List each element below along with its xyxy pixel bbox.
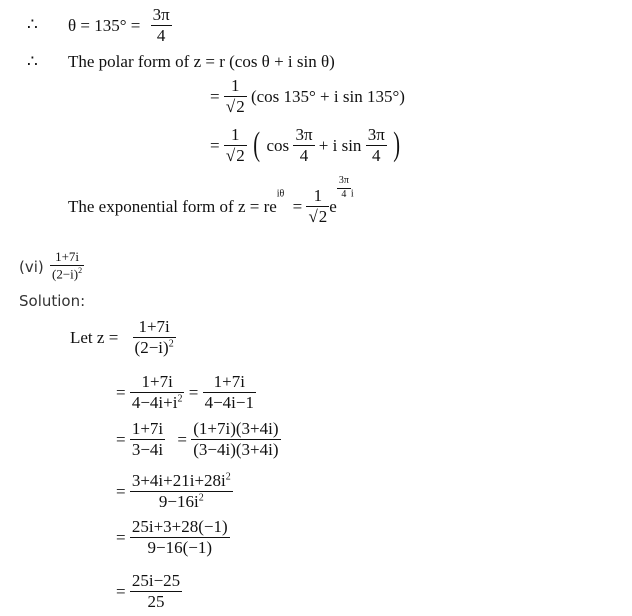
solution-heading: Solution: xyxy=(19,292,86,310)
frac-num: 25i+3+28(−1) xyxy=(131,517,228,536)
den-sup: 2 xyxy=(198,492,204,504)
step-5 xyxy=(116,572,182,611)
let-z-text: Let z = xyxy=(70,327,119,347)
polar-line-1 xyxy=(210,77,405,116)
frac-den: 4 xyxy=(366,145,387,165)
exp-sup: iθ xyxy=(276,188,285,200)
sqrt-symbol: √2 xyxy=(225,96,245,116)
step2-fraction-b xyxy=(191,420,280,459)
right-paren: ) xyxy=(393,126,401,164)
frac-den: 4 xyxy=(337,188,351,201)
den-text: 4−4i+i xyxy=(131,392,178,412)
left-paren: ( xyxy=(253,126,260,164)
theta-equation-text: θ = 135° = xyxy=(68,15,141,35)
frac-den xyxy=(133,337,176,357)
radicand: 2 xyxy=(236,96,245,116)
sqrt-symbol: √2 xyxy=(225,145,245,165)
den-sup: 2 xyxy=(78,265,83,275)
radicand: 2 xyxy=(318,207,328,227)
frac-num: 25i−25 xyxy=(131,571,181,590)
therefore-symbol: ∴ xyxy=(27,52,38,71)
theta-fraction-num: 3π xyxy=(152,5,170,24)
frac-den: (3−4i)(3+4i) xyxy=(193,439,279,459)
exp-power-fraction xyxy=(337,176,351,200)
frac-num: 3π xyxy=(338,175,349,186)
frac-num: 1 xyxy=(313,186,323,206)
theta-fraction-den: 4 xyxy=(151,25,172,45)
frac-den xyxy=(130,491,233,511)
frac-den xyxy=(224,145,247,165)
num-text: 3+4i+21i+28i xyxy=(131,471,226,490)
equals-sign: = xyxy=(177,429,187,449)
one-over-root2 xyxy=(224,126,247,165)
step1-fraction-b xyxy=(203,373,256,412)
therefore-symbol: ∴ xyxy=(27,15,38,34)
polar-form-intro: The polar form of z = r (cos θ + i sin θ) xyxy=(68,52,335,71)
frac-num xyxy=(130,472,233,491)
frac-den xyxy=(130,392,185,412)
sqrt-symbol: √2 xyxy=(308,207,328,227)
frac-num: (1+7i)(3+4i) xyxy=(193,419,279,438)
frac-den: 4−4i−1 xyxy=(204,392,254,412)
step5-fraction xyxy=(130,572,182,611)
step-let xyxy=(70,318,176,357)
frac-den: 3−4i xyxy=(131,439,164,459)
step3-fraction xyxy=(130,472,233,511)
step-4 xyxy=(116,518,230,557)
exponential-form-line xyxy=(68,176,354,226)
one-over-root2 xyxy=(306,187,329,226)
polar-line-1-rest: (cos 135° + i sin 135°) xyxy=(250,86,405,106)
frac-den: 9−16(−1) xyxy=(130,537,230,557)
step-1 xyxy=(116,373,256,412)
three-pi-over-4 xyxy=(366,126,387,165)
question-fraction xyxy=(50,250,84,281)
den-text: 9−16i xyxy=(158,491,199,511)
equals-sign: = xyxy=(116,382,126,402)
num-sup: 2 xyxy=(225,471,231,483)
frac-num: 1+7i xyxy=(138,317,170,336)
equals-sign: = xyxy=(116,527,126,547)
radicand: 2 xyxy=(236,145,245,165)
step-3 xyxy=(116,472,233,511)
plus-i-sin: + i sin xyxy=(318,135,362,155)
den-sup: 2 xyxy=(168,338,174,350)
frac-num: 1+7i xyxy=(131,419,164,438)
frac-num: 1 xyxy=(231,76,240,95)
step4-fraction xyxy=(130,518,230,557)
cos-text: cos xyxy=(266,135,290,155)
question-expression xyxy=(50,250,84,281)
exp-power-i: i xyxy=(350,188,354,200)
frac-den: 25 xyxy=(130,591,182,611)
frac-den xyxy=(50,265,84,281)
den-sup: 2 xyxy=(177,393,183,405)
equals-sign: = xyxy=(292,197,303,217)
polar-line-2 xyxy=(210,126,402,165)
frac-num: 1 xyxy=(231,125,240,144)
equals-sign: = xyxy=(210,135,220,155)
equals-sign: = xyxy=(188,382,199,402)
exp-text: The exponential form of z = re xyxy=(68,197,277,217)
frac-den xyxy=(306,206,329,226)
equals-sign: = xyxy=(116,581,126,601)
step1-fraction-a xyxy=(130,373,185,412)
frac-num: 1+7i xyxy=(213,372,245,391)
question-label: (vi) xyxy=(19,258,44,276)
frac-num: 1+7i xyxy=(55,249,80,264)
theta-equation xyxy=(68,6,172,45)
equals-sign: = xyxy=(116,429,126,449)
one-over-root2 xyxy=(224,77,247,116)
step0-fraction xyxy=(133,318,176,357)
theta-fraction xyxy=(151,6,172,45)
frac-den: 4 xyxy=(293,145,314,165)
frac-num: 3π xyxy=(367,125,385,144)
den-text: (2−i) xyxy=(134,337,169,357)
frac-den xyxy=(224,96,247,116)
equals-sign: = xyxy=(210,86,220,106)
step-2 xyxy=(116,420,281,459)
equals-sign: = xyxy=(116,481,126,501)
three-pi-over-4 xyxy=(293,126,314,165)
step2-fraction-a xyxy=(130,420,165,459)
den-text: (2−i) xyxy=(52,265,79,281)
exp-e: e xyxy=(329,197,337,217)
frac-num: 3π xyxy=(295,125,313,144)
frac-num: 1+7i xyxy=(141,372,173,391)
